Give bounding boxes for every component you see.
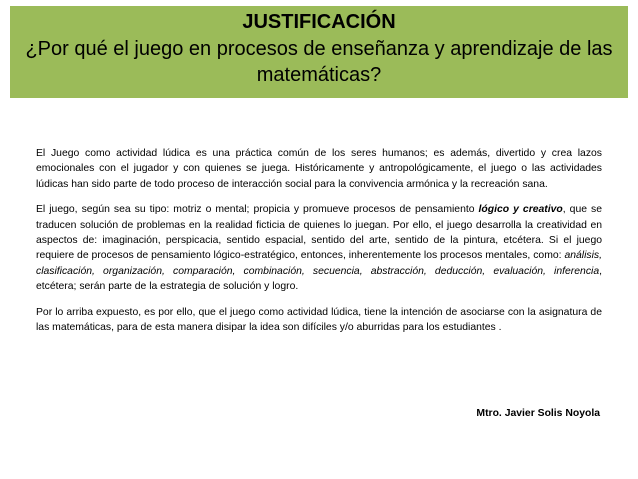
paragraph-3: Por lo arriba expuesto, es por ello, que el juego como actividad lúdica, tiene la intención de asociarse con la asignatura de las matemáticas, para de esta manera disipar la idea son difíciles y/o aburridas para los estudiantes .: [36, 306, 602, 334]
page-title: JUSTIFICACIÓN: [242, 11, 396, 33]
paragraph-2-emphasis-b: análisis, clasificación, organización, comparación, combinación, secuencia, abstracción, deducción, evaluación, inferencia: [36, 250, 602, 277]
paragraph-2-text-c: , etcétera; serán parte de la estrategia de solución y logro.: [36, 265, 602, 293]
body-text: [36, 146, 602, 345]
paragraph-2-text-b: , que se traducen solución de problemas en la realidad ficticia de quienes lo juegan. Por ello, el juego desarrolla la creatividad en aspectos de: imaginación, perspicacia, sentido espacial, sentido del arte, sentido de la pintura, etcétera. Si el juego requiere de procesos de pensamiento lógico-estratégico, entonces, inherentemente los procesos mentales, como:: [36, 204, 602, 262]
author-signature: Mtro. Javier Solis Noyola: [476, 408, 600, 419]
paragraph-2-text-a: El juego, según sea su tipo: motriz o mental; propicia y promueve procesos de pensamiento: [36, 204, 479, 216]
title-banner: [10, 6, 628, 98]
page-subtitle: ¿Por qué el juego en procesos de enseñanza y aprendizaje de las matemáticas?: [25, 38, 613, 86]
paragraph-1: El Juego como actividad lúdica es una práctica común de los seres humanos; es además, divertido y crea lazos emocionales con el jugador y con quienes se juega. Históricamente y antropológicamente, el juego o las actividades lúdicas han sido parte de todo proceso de interacción social para la convivencia armónica y la recreación sana.: [36, 148, 602, 190]
paragraph-2-emphasis-a: lógico y creativo: [478, 204, 563, 216]
paragraph-2: [36, 202, 602, 294]
